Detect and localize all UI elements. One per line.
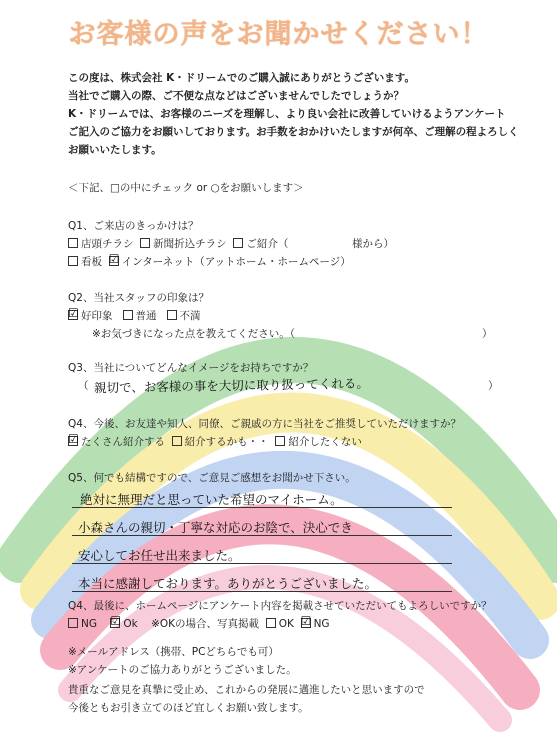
checkbox[interactable]: [123, 310, 133, 320]
page-title: お客様の声をお聞かせください！: [68, 19, 489, 50]
option-label: 好印象: [81, 310, 113, 322]
thanks-note: ※アンケートのご協力ありがとうございました。: [68, 664, 297, 676]
checkbox-checked[interactable]: [300, 614, 312, 628]
option-label: 不満: [179, 310, 201, 322]
ok-case-label: ※OKの場合、写真掲載: [151, 618, 260, 630]
closing-line-2: 今後ともお引き立てのほど宜しくお願い致します。: [68, 702, 309, 714]
checkbox[interactable]: [68, 238, 78, 248]
q3-answer: 親切で、お客様の事を大切に取り扱ってくれる。: [93, 375, 369, 396]
intro-line-2: 当社でご購入の際、ご不便な点などはございませんでしたでしょうか？: [68, 90, 404, 102]
checkbox[interactable]: [172, 436, 182, 446]
q1-row-1: [68, 238, 288, 251]
option-label: NG: [313, 618, 330, 630]
q2-options: [68, 306, 201, 323]
q1-row-2: [68, 252, 351, 269]
option-label: 紹介するかも・・: [184, 436, 269, 448]
q4-options: [68, 432, 362, 449]
closing-line-1: 貴重なご意見を真摯に受止め、これからの発展に邁進したいと思いますので: [68, 684, 425, 696]
option-label: 新聞折込チラシ: [153, 238, 227, 250]
option-label: NG: [81, 618, 97, 630]
option-label: ご紹介（: [246, 238, 289, 250]
q5-answer-line-2: 小森さんの親切・丁寧な対応のお陰で、決心でき: [78, 520, 353, 535]
instruction: ＜下記、□の中にチェック or ○をお願いします＞: [68, 182, 304, 194]
intro-line-4: ご記入のご協力をお願いしております。お手数をおかけいたしますが何卒、ご理解の程よろしく: [68, 126, 519, 138]
q3-open: （: [78, 380, 89, 392]
q5-question: Q5、何でも結構ですので、ご意見ご感想をお聞かせ下さい。: [68, 472, 356, 484]
option-label: Ok: [123, 618, 138, 630]
q4-question: Q4、今後、お友達や知人、同僚、ご親戚の方に当社をご推奨していただけますか？: [68, 418, 461, 430]
option-label: OK: [278, 618, 294, 630]
email-label: ※メールアドレス（携帯、PCどちらでも可）: [68, 646, 279, 658]
checkmark-icon: ☑: [68, 306, 79, 320]
q5-answer-line-1: 絶対に無理だと思っていた希望のマイホーム。: [80, 492, 343, 507]
q5-answer-line-4: 本当に感謝しております。ありがとうございました。: [78, 576, 378, 591]
checkbox-checked[interactable]: [110, 614, 122, 628]
checkbox[interactable]: [266, 618, 276, 628]
checkbox[interactable]: [68, 618, 78, 628]
checkbox-checked[interactable]: [68, 306, 79, 320]
q3-close: ）: [488, 380, 499, 392]
option-label: 紹介したくない: [288, 436, 362, 448]
intro-line-1: この度は、株式会社 K・ドリームでのご購入誠にありがとうございます。: [68, 72, 415, 84]
q3-question: Q3、当社についてどんなイメージをお持ちですか？: [68, 362, 314, 374]
checkbox[interactable]: [275, 436, 285, 446]
checkmark-icon: ☑: [108, 252, 120, 266]
checkmark-icon: ☑: [68, 432, 79, 446]
q2-note-close: ）: [482, 328, 493, 340]
option-label: 店頭チラシ: [81, 238, 134, 250]
checkbox[interactable]: [140, 238, 150, 248]
q6-question: Q4、最後に、ホームページにアンケート内容を掲載させていただいてもよろしいですか？: [68, 600, 492, 612]
checkmark-icon: ☑: [110, 614, 122, 628]
option-label: たくさん紹介する: [81, 436, 165, 448]
intro-line-3: K・ドリームでは、お客様のニーズを理解し、より良い会社に改善していけるようアンケート: [68, 108, 506, 120]
checkmark-icon: ☑: [300, 614, 312, 628]
q6-options: [68, 614, 330, 631]
q1-question: Q1、ご来店のきっかけは？: [68, 220, 199, 232]
intro-line-5: お願いいたします。: [68, 144, 162, 156]
option-label: インターネット（アットホーム・ホームページ）: [121, 256, 351, 268]
checkbox-checked[interactable]: [108, 252, 120, 266]
checkbox-checked[interactable]: [68, 432, 79, 446]
referral-suffix: 様から）: [352, 238, 394, 250]
checkbox[interactable]: [68, 256, 78, 266]
option-label: 普通: [135, 310, 157, 322]
checkbox[interactable]: [233, 238, 243, 248]
q5-answer-line-3: 安心してお任せ出来ました。: [78, 548, 241, 563]
option-label: 看板: [81, 256, 102, 268]
q2-question: Q2、当社スタッフの印象は？: [68, 292, 209, 304]
checkbox[interactable]: [167, 310, 177, 320]
q2-note: ※お気づきになった点を教えてください。（: [92, 328, 296, 340]
